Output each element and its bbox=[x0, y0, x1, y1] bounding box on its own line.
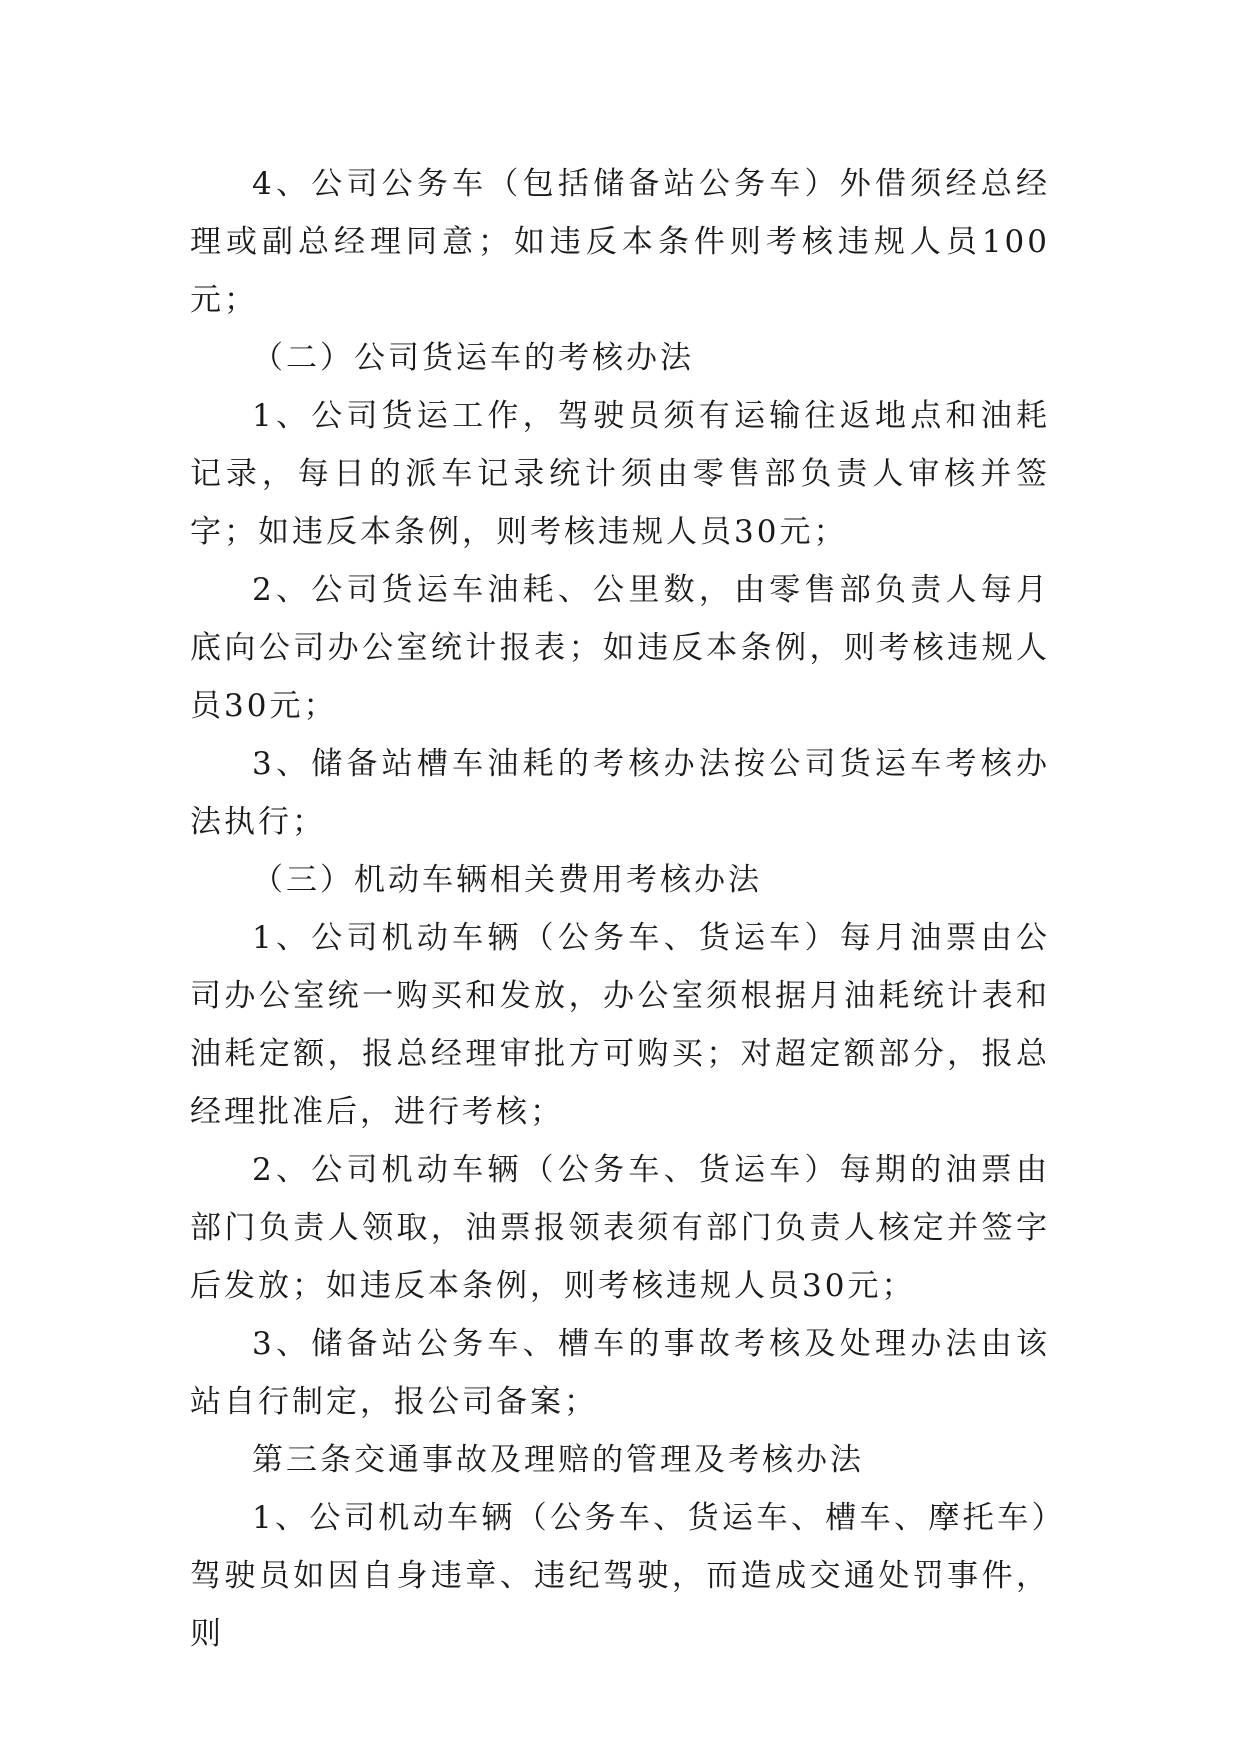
paragraph-item-3-tanker-fuel: 3、储备站槽车油耗的考核办法按公司货运车考核办法执行； bbox=[190, 746, 1050, 840]
paragraph-item-3-station-accidents: 3、储备站公务车、槽车的事故考核及处理办法由该站自行制定，报公司备案； bbox=[190, 1326, 1050, 1420]
paragraph-item-1-fuel-ticket-purchase: 1、公司机动车辆（公务车、货运车）每月油票由公司办公室统一购买和发放，办公室须根据月油耗统计表和油耗定额，报总经理审批方可购买；对超定额部分，报总经理批准后，进行考核； bbox=[190, 920, 1050, 1130]
section-heading-freight-vehicles: （二）公司货运车的考核办法 bbox=[252, 340, 694, 376]
paragraph-item-4-vehicle-lending: 4、公司公务车（包括储备站公务车）外借须经总经理或副总经理同意；如违反本条件则考核违规人员100元； bbox=[190, 166, 1050, 318]
paragraph-item-1-traffic-violations: 1、公司机动车辆（公务车、货运车、槽车、摩托车）驾驶员如因自身违章、违纪驾驶，而造成交通处罚事件，则 bbox=[190, 1500, 1050, 1652]
article-heading-traffic-accidents: 第三条交通事故及理赔的管理及考核办法 bbox=[252, 1442, 864, 1478]
paragraph-item-2-fuel-mileage-report: 2、公司货运车油耗、公里数，由零售部负责人每月底向公司办公室统计报表；如违反本条例，则考核违规人员30元； bbox=[190, 572, 1050, 724]
section-heading-vehicle-costs: （三）机动车辆相关费用考核办法 bbox=[252, 862, 762, 898]
paragraph-item-1-freight-records: 1、公司货运工作，驾驶员须有运输往返地点和油耗记录，每日的派车记录统计须由零售部负责人审核并签字；如违反本条例，则考核违规人员30元； bbox=[190, 398, 1050, 550]
paragraph-item-2-fuel-ticket-collection: 2、公司机动车辆（公务车、货运车）每期的油票由部门负责人领取，油票报领表须有部门负责人核定并签字后发放；如违反本条例，则考核违规人员30元； bbox=[190, 1152, 1050, 1304]
document-body bbox=[190, 155, 1050, 1663]
